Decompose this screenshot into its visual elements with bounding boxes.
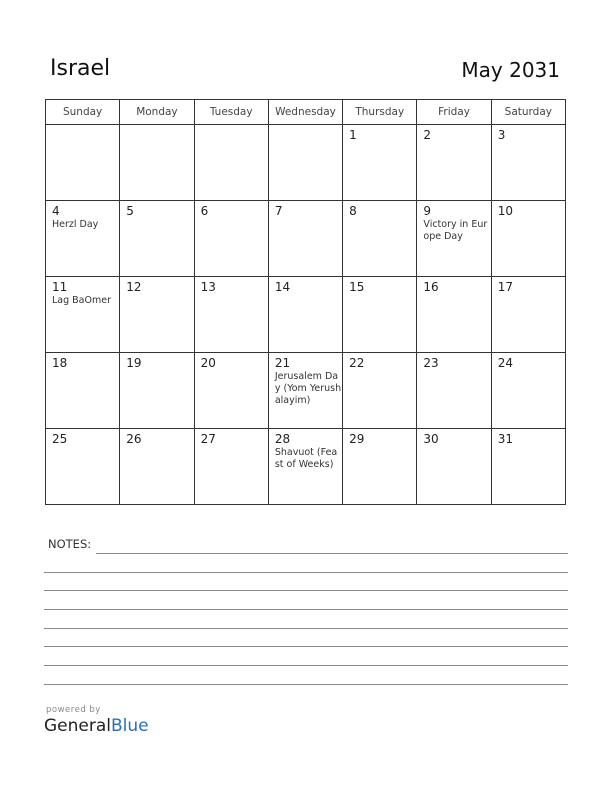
day-cell xyxy=(343,429,417,505)
day-number: 22 xyxy=(349,356,365,370)
weekday-saturday: Saturday xyxy=(491,100,565,125)
day-cell xyxy=(120,277,194,353)
day-cell xyxy=(491,201,565,277)
day-number: 5 xyxy=(126,204,134,218)
notes-line xyxy=(44,665,568,666)
day-cell xyxy=(268,277,342,353)
weekday-tuesday: Tuesday xyxy=(194,100,268,125)
brand-blue: Blue xyxy=(111,716,149,736)
day-cell xyxy=(46,353,120,429)
day-number: 20 xyxy=(200,356,216,370)
notes-line xyxy=(96,553,568,554)
day-cell xyxy=(417,429,491,505)
day-number: 12 xyxy=(126,280,142,294)
day-number: 3 xyxy=(497,128,506,142)
day-cell xyxy=(120,429,194,505)
holiday-label: Lag BaOmer xyxy=(52,295,111,306)
day-number: 25 xyxy=(52,432,68,446)
day-number: 24 xyxy=(497,356,513,370)
holiday-label: Victory in Europe Day xyxy=(423,219,488,242)
day-number: 30 xyxy=(423,432,439,446)
month-year-title: May 2031 xyxy=(461,58,560,82)
day-number: 6 xyxy=(200,204,209,218)
week-row xyxy=(46,277,566,353)
notes-line xyxy=(44,572,568,573)
day-number: 15 xyxy=(349,280,365,294)
day-cell xyxy=(46,429,120,505)
weekday-monday: Monday xyxy=(120,100,194,125)
day-number: 1 xyxy=(349,128,357,142)
notes-label: NOTES: xyxy=(48,537,92,551)
holiday-label: Herzl Day xyxy=(52,219,99,230)
day-number: 26 xyxy=(126,432,142,446)
day-cell xyxy=(343,277,417,353)
day-cell xyxy=(417,201,491,277)
day-cell xyxy=(491,353,565,429)
day-cell xyxy=(343,353,417,429)
day-cell xyxy=(417,125,491,201)
day-cell xyxy=(194,353,268,429)
day-number: 13 xyxy=(200,280,216,294)
day-cell xyxy=(46,201,120,277)
day-cell xyxy=(268,353,342,429)
brand-general: General xyxy=(44,716,111,736)
day-cell xyxy=(417,277,491,353)
day-cell xyxy=(417,353,491,429)
day-number: 7 xyxy=(274,204,283,218)
day-number: 4 xyxy=(52,204,60,218)
day-cell xyxy=(120,125,194,201)
day-number: 27 xyxy=(200,432,216,446)
day-number: 28 xyxy=(274,432,291,446)
week-row xyxy=(46,201,566,277)
notes-line xyxy=(44,628,568,629)
day-number: 18 xyxy=(52,356,68,370)
day-number: 11 xyxy=(52,280,68,294)
day-number: 8 xyxy=(349,204,357,218)
weekday-friday: Friday xyxy=(417,100,491,125)
day-cell xyxy=(343,125,417,201)
day-number: 23 xyxy=(423,356,439,370)
day-cell xyxy=(268,429,342,505)
day-number: 10 xyxy=(497,204,513,218)
weekday-sunday: Sunday xyxy=(46,100,120,125)
day-cell xyxy=(46,277,120,353)
notes-line xyxy=(44,590,568,591)
holiday-label: Shavuot (Feast of Weeks) xyxy=(274,447,338,470)
day-number: 17 xyxy=(497,280,513,294)
day-number: 19 xyxy=(126,356,142,370)
day-cell xyxy=(491,429,565,505)
weekday-wednesday: Wednesday xyxy=(268,100,342,125)
notes-line xyxy=(44,646,568,647)
day-cell xyxy=(343,201,417,277)
day-number: 16 xyxy=(423,280,439,294)
generalblue-logo xyxy=(44,716,149,736)
notes-line xyxy=(44,609,568,610)
country-title: Israel xyxy=(50,56,111,81)
day-cell xyxy=(46,125,120,201)
day-cell xyxy=(194,125,268,201)
day-number: 9 xyxy=(423,204,432,218)
day-number: 31 xyxy=(497,432,513,446)
notes-line xyxy=(44,684,568,685)
day-number: 2 xyxy=(423,128,432,142)
weekday-thursday: Thursday xyxy=(343,100,417,125)
day-cell xyxy=(194,201,268,277)
day-number: 21 xyxy=(274,356,291,370)
day-number: 29 xyxy=(349,432,365,446)
calendar-grid xyxy=(45,99,566,505)
powered-by-text: powered by xyxy=(46,705,101,715)
week-row xyxy=(46,429,566,505)
holiday-label: Jerusalem Day (Yom Yerushalayim) xyxy=(274,371,342,406)
day-cell xyxy=(268,201,342,277)
day-cell xyxy=(491,277,565,353)
day-cell xyxy=(194,429,268,505)
week-row xyxy=(46,125,566,201)
day-cell xyxy=(120,201,194,277)
weekday-header-row xyxy=(46,100,566,125)
day-number: 14 xyxy=(274,280,291,294)
day-cell xyxy=(120,353,194,429)
week-row xyxy=(46,353,566,429)
day-cell xyxy=(268,125,342,201)
day-cell xyxy=(194,277,268,353)
day-cell xyxy=(491,125,565,201)
